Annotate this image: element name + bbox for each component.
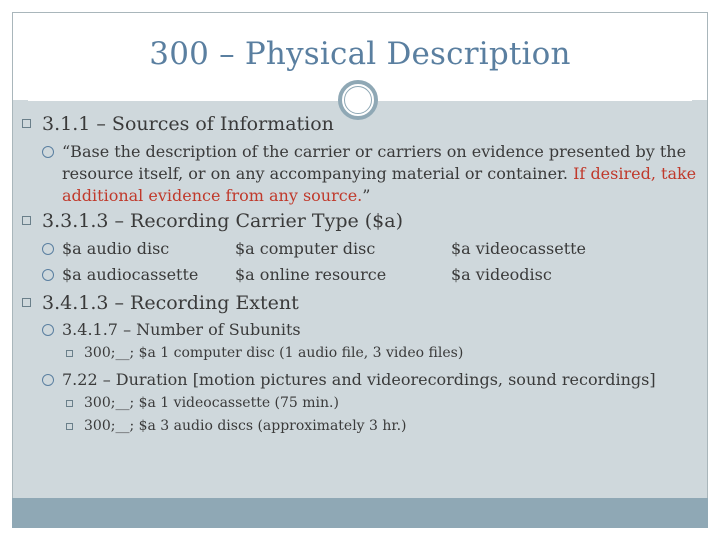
quote-line-3 xyxy=(62,186,370,205)
section-heading-extent: 3.4.1.3 – Recording Extent xyxy=(42,292,299,314)
carrier-type-audiocassette: $a audiocassette xyxy=(62,265,199,284)
decorative-ring-icon xyxy=(338,80,378,120)
square-bullet-icon xyxy=(22,119,31,128)
footer-bar xyxy=(12,498,708,528)
square-bullet-icon xyxy=(22,216,31,225)
subsection-number-of-subunits: 3.4.1.7 – Number of Subunits xyxy=(62,320,301,339)
carrier-type-computer-disc: $a computer disc xyxy=(235,239,376,258)
carrier-type-audio-disc: $a audio disc xyxy=(62,239,170,258)
square-bullet-icon xyxy=(66,400,73,407)
circle-bullet-icon xyxy=(42,324,54,336)
circle-bullet-icon xyxy=(42,243,54,255)
circle-bullet-icon xyxy=(42,146,54,158)
quote-close: ” xyxy=(362,186,371,205)
quote-highlight-1: If desired, take xyxy=(573,164,697,183)
subsection-duration: 7.22 – Duration [motion pictures and videorecordings, sound recordings] xyxy=(62,370,656,389)
quote-line-2-text: resource itself, or on any accompanying material or container. xyxy=(62,164,574,183)
circle-bullet-icon xyxy=(42,374,54,386)
square-bullet-icon xyxy=(66,423,73,430)
quote-line-1: “Base the description of the carrier or carriers on evidence presented by the xyxy=(62,142,687,161)
example-subunits: 300;__; $a 1 computer disc (1 audio file, 3 video files) xyxy=(84,345,464,361)
carrier-type-online-resource: $a online resource xyxy=(235,265,387,284)
square-bullet-icon xyxy=(66,350,73,357)
section-heading-carrier-type: 3.3.1.3 – Recording Carrier Type ($a) xyxy=(42,210,404,232)
quote-highlight-2: additional evidence from any source. xyxy=(62,186,363,205)
slide-title: 300 – Physical Description xyxy=(149,36,571,72)
example-duration-videocassette: 300;__; $a 1 videocassette (75 min.) xyxy=(84,395,339,411)
carrier-type-videocassette: $a videocassette xyxy=(451,239,587,258)
quote-line-2 xyxy=(62,164,696,183)
title-divider-right xyxy=(378,100,692,101)
carrier-type-videodisc: $a videodisc xyxy=(451,265,552,284)
section-heading-sources: 3.1.1 – Sources of Information xyxy=(42,113,334,135)
example-duration-audio-discs: 300;__; $a 3 audio discs (approximately 3 hr.) xyxy=(84,418,407,434)
circle-bullet-icon xyxy=(42,269,54,281)
square-bullet-icon xyxy=(22,298,31,307)
title-divider-left xyxy=(28,100,342,101)
